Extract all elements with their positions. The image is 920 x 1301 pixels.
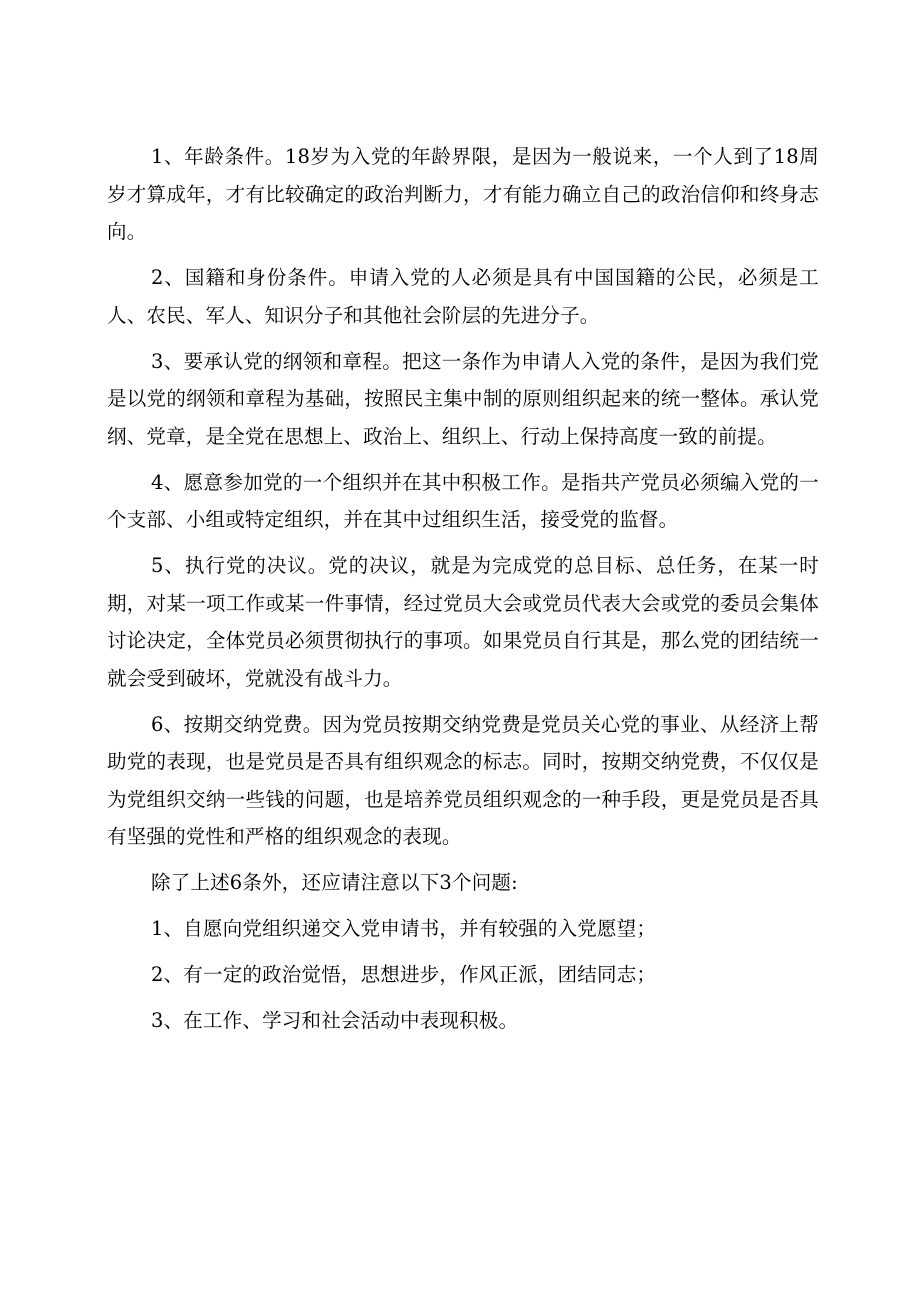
paragraph-age-condition: 1、年龄条件。18岁为入党的年龄界限，是因为一般说来，一个人到了18周岁才算成年，才有比较确定的政治判断力，才有能力确立自己的政治信仰和终身志向。 (107, 145, 819, 243)
note-item-2: 2、有一定的政治觉悟，思想进步，作风正派，团结同志； (151, 963, 657, 986)
note-item-3: 3、在工作、学习和社会活动中表现积极。 (151, 1009, 519, 1032)
paragraph-additional-intro: 除了上述6条外，还应请注意以下3个问题: (151, 871, 518, 894)
paragraph-pay-dues: 6、按期交纳党费。因为党员按期交纳党费是党员关心党的事业、从经济上帮助党的表现，也是党员是否具有组织观念的标志。同时，按期交纳党费，不仅仅是为党组织交纳一些钱的问题，也是培养党员组织观念的一种手段，更是党员是否具有坚强的党性和严格的组织观念的表现。 (107, 712, 819, 848)
paragraph-join-organization: 4、愿意参加党的一个组织并在其中积极工作。是指共产党员必须编入党的一个支部、小组或特定组织，并在其中过组织生活，接受党的监督。 (107, 470, 819, 531)
paragraph-execute-resolutions: 5、执行党的决议。党的决议，就是为完成党的总目标、总任务，在某一时期，对某一项工作或某一件事情，经过党员大会或党员代表大会或党的委员会集体讨论决定，全体党员必须贯彻执行的事项。如果党员自行其是，那么党的团结统一就会受到破坏，党就没有战斗力。 (107, 554, 819, 690)
document-page (107, 138, 819, 1048)
note-item-1: 1、自愿向党组织递交入党申请书，并有较强的入党愿望； (151, 917, 657, 940)
paragraph-party-program: 3、要承认党的纲领和章程。把这一条作为申请人入党的条件，是因为我们党是以党的纲领和章程为基础，按照民主集中制的原则组织起来的统一整体。承认党纲、党章，是全党在思想上、政治上、组织上、行动上保持高度一致的前提。 (107, 349, 819, 448)
paragraph-nationality-condition: 2、国籍和身份条件。申请入党的人必须是具有中国国籍的公民，必须是工人、农民、军人、知识分子和其他社会阶层的先进分子。 (107, 266, 819, 327)
